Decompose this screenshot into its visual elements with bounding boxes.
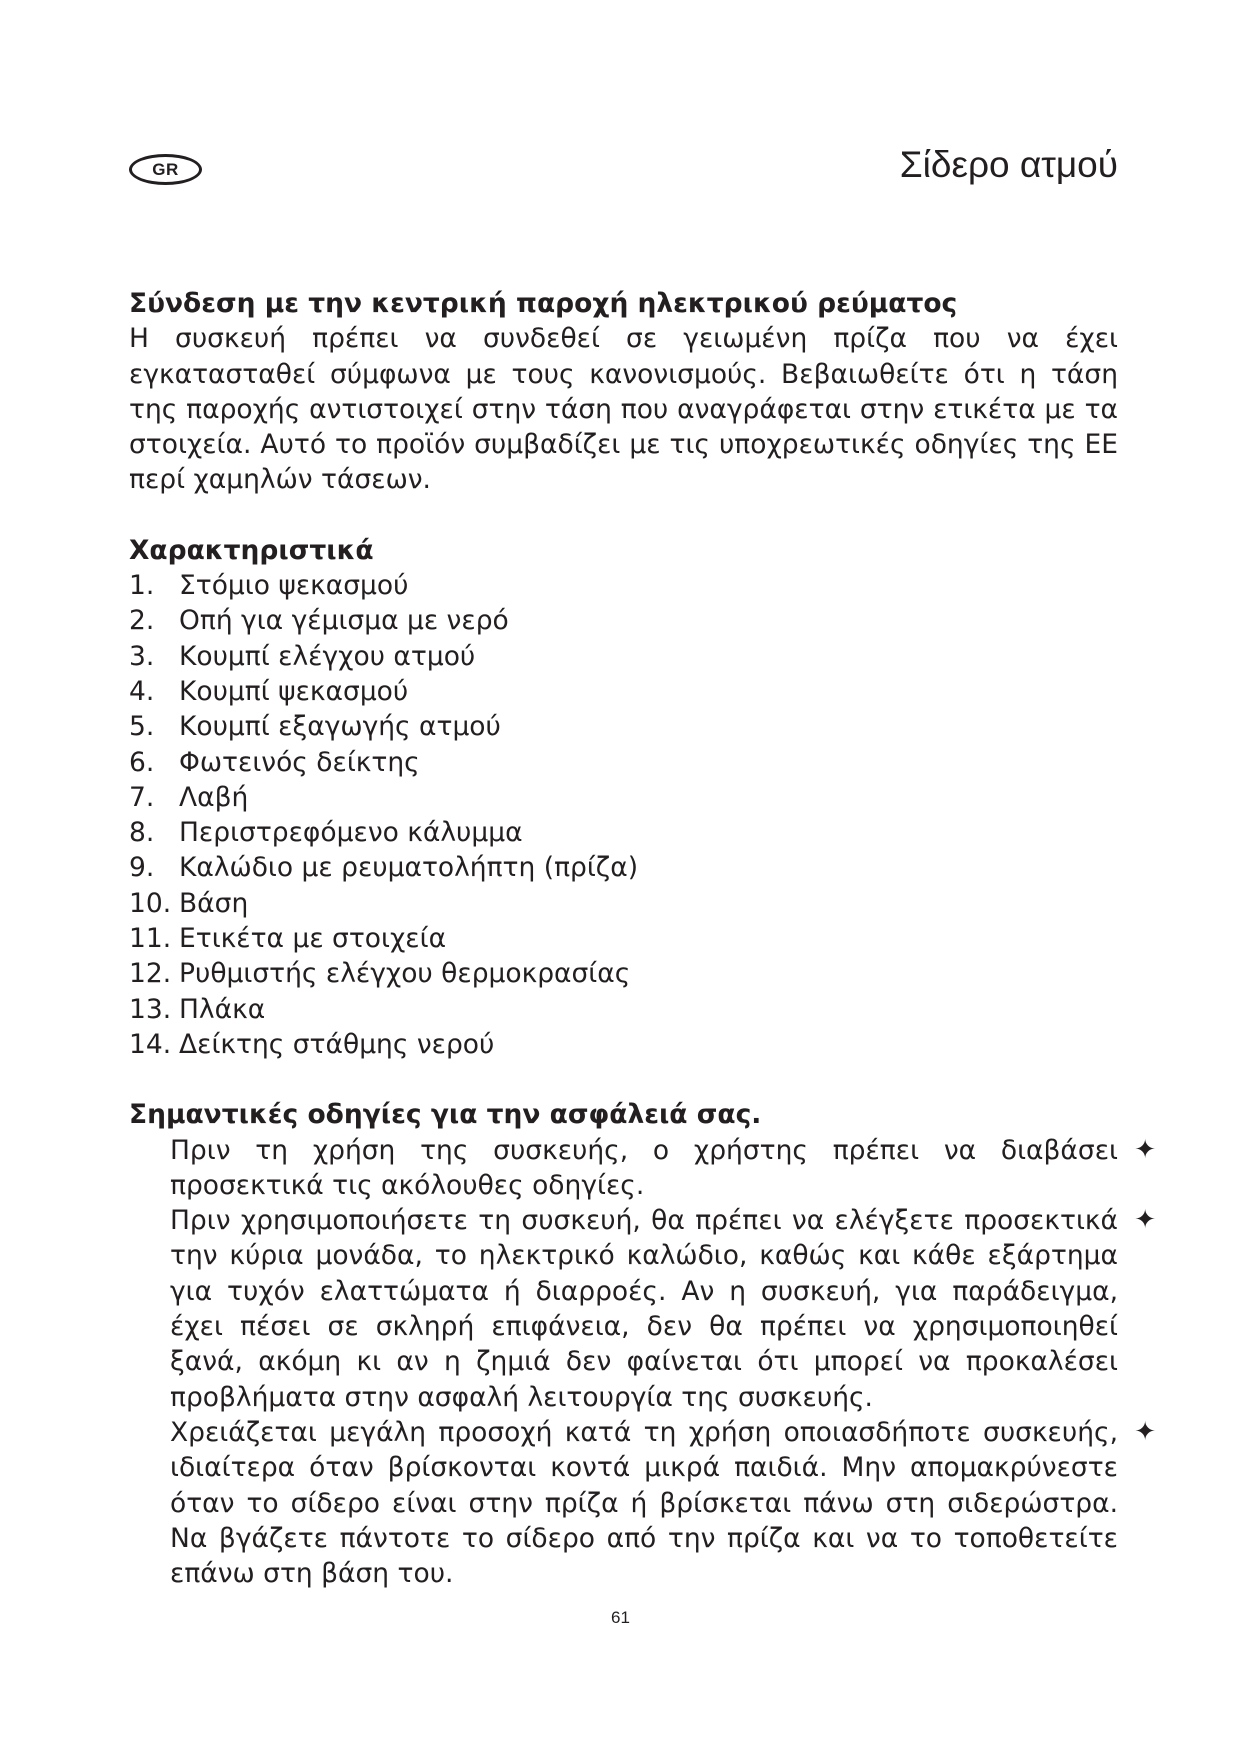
feature-item [129, 956, 1118, 991]
safety-item-text: Πριν χρησιμοποιήσετε τη συσκευή, θα πρέπει να ελέγξετε προσεκτικά την κύρια μονάδα, το ηλεκτρικό καλώδιο, καθώς και κάθε εξάρτημα για τυχόν ελαττώματα ή διαρροές. Αν η συσκευή, για παράδειγμα, έχει πέσει σε σκληρή επιφάνεια, δεν θα πρέπει να χρησιμοποιηθεί ξανά, ακόμη κι αν η ζημιά δεν φαίνεται ότι μπορεί να προκαλέσει προβλήματα στην ασφαλή λειτουργία της συσκευής. [170, 1205, 1118, 1413]
feature-item [129, 1027, 1118, 1062]
feature-item [129, 745, 1118, 780]
power-connection-text: Η συσκευή πρέπει να συνδεθεί σε γειωμένη πρίζα που να έχει εγκατασταθεί σύμφωνα με τους κανονισμούς. Βεβαιωθείτε ότι η τάση της παροχής αντιστοιχεί στην τάση που αναγράφεται στην ετικέτα με τα στοιχεία. Αυτό το προϊόν συμβαδίζει με τις υποχρεωτικές οδηγίες της ΕΕ περί χαμηλών τάσεων. [129, 323, 1118, 496]
feature-label: Κουμπί ελέγχου ατμού [179, 640, 476, 672]
feature-label: Ρυθμιστής ελέγχου θερμοκρασίας [179, 958, 631, 990]
feature-number: 10. [129, 887, 172, 919]
four-point-star-icon: ✦ [1134, 1205, 1156, 1236]
feature-number: 1. [129, 570, 155, 602]
feature-label: Κουμπί ψεκασμού [179, 675, 409, 707]
feature-number: 7. [129, 781, 155, 813]
feature-item [129, 992, 1118, 1027]
feature-item [129, 921, 1118, 956]
spacer [129, 1062, 1118, 1097]
feature-label: Πλάκα [179, 993, 266, 1025]
feature-item [129, 709, 1118, 744]
feature-number: 4. [129, 675, 155, 707]
features-heading: Χαρακτηριστικά [129, 534, 374, 566]
feature-number: 6. [129, 746, 155, 778]
feature-number: 3. [129, 640, 155, 672]
safety-list [129, 1133, 1156, 1592]
feature-label: Δείκτης στάθμης νερού [179, 1028, 495, 1060]
power-connection-heading: Σύνδεση με την κεντρική παροχή ηλεκτρικού ρεύματος [129, 288, 958, 319]
feature-item [129, 815, 1118, 850]
feature-label: Λαβή [179, 781, 249, 813]
page-title: Σίδερο ατμού [899, 144, 1118, 185]
feature-number: 2. [129, 605, 155, 637]
page-content [129, 286, 1156, 1591]
feature-item [129, 568, 1118, 603]
feature-label: Βάση [179, 887, 249, 919]
four-point-star-icon: ✦ [1134, 1416, 1156, 1447]
feature-item [129, 674, 1118, 709]
power-connection-section [129, 286, 1118, 498]
feature-item [129, 886, 1118, 921]
safety-item [170, 1133, 1156, 1204]
safety-heading: Σημαντικές οδηγίες για την ασφάλειά σας. [129, 1099, 762, 1131]
feature-number: 14. [129, 1028, 172, 1060]
feature-number: 9. [129, 852, 155, 884]
feature-number: 13. [129, 993, 172, 1025]
feature-number: 11. [129, 923, 172, 955]
feature-label: Στόμιο ψεκασμού [179, 570, 409, 602]
features-section [129, 533, 1118, 1062]
feature-item [129, 603, 1118, 638]
feature-label: Οπή για γέμισμα με νερό [179, 605, 509, 637]
feature-item [129, 850, 1118, 885]
safety-item [170, 1415, 1156, 1591]
four-point-star-icon: ✦ [1134, 1134, 1156, 1165]
feature-label: Καλώδιο με ρευματολήπτη (πρίζα) [179, 852, 639, 884]
feature-number: 5. [129, 711, 155, 743]
safety-section [129, 1097, 1156, 1591]
spacer [129, 498, 1118, 533]
page-number: 61 [611, 1608, 630, 1627]
language-badge-label: GR [152, 159, 179, 179]
feature-label: Περιστρεφόμενο κάλυμμα [179, 817, 523, 849]
feature-number: 8. [129, 817, 155, 849]
feature-number: 12. [129, 958, 172, 990]
feature-label: Ετικέτα με στοιχεία [179, 923, 447, 955]
feature-label: Φωτεινός δείκτης [179, 746, 420, 778]
features-list [129, 568, 1118, 1062]
safety-item-text: Χρειάζεται μεγάλη προσοχή κατά τη χρήση οποιασδήποτε συσκευής, ιδιαίτερα όταν βρίσκονται κοντά μικρά παιδιά. Μην απομακρύνεστε όταν το σίδερο είναι στην πρίζα ή βρίσκεται πάνω στη σιδερώστρα. Να βγάζετε πάντοτε το σίδερο από την πρίζα και να το τοποθετείτε επάνω στη βάση του. [170, 1416, 1118, 1590]
safety-item [170, 1203, 1156, 1415]
feature-item [129, 639, 1118, 674]
language-badge [129, 154, 202, 185]
feature-label: Κουμπί εξαγωγής ατμού [179, 711, 501, 743]
safety-item-text: Πριν τη χρήση της συσκευής, ο χρήστης πρέπει να διαβάσει προσεκτικά τις ακόλουθες οδηγίες. [170, 1134, 1118, 1201]
feature-item [129, 780, 1118, 815]
